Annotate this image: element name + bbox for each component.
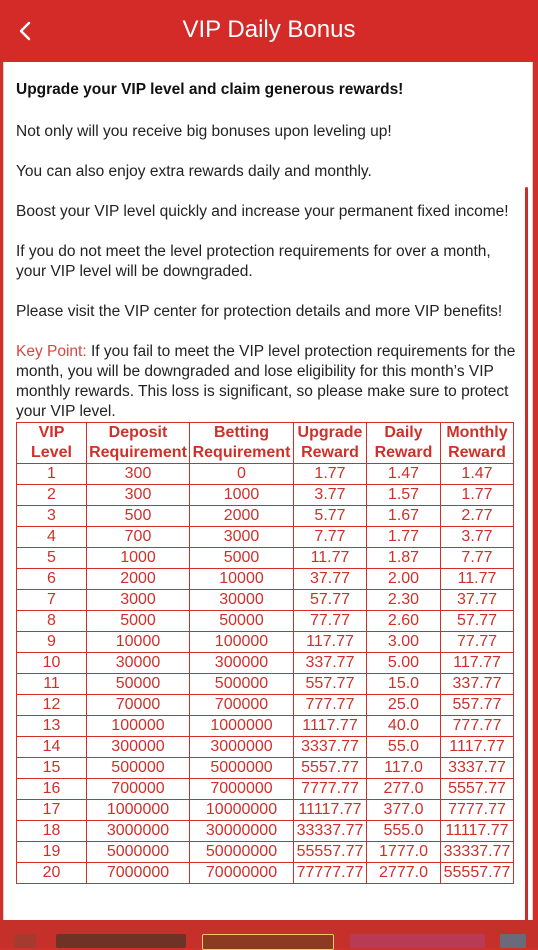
table-cell: 700000	[87, 779, 190, 800]
table-cell: 50000000	[190, 842, 294, 863]
app-header	[0, 0, 538, 62]
table-cell: 777.77	[441, 716, 514, 737]
table-cell: 11	[17, 674, 87, 695]
table-row	[17, 779, 514, 800]
table-cell: 57.77	[441, 611, 514, 632]
table-cell: 500	[87, 506, 190, 527]
intro-headline: Upgrade your VIP level and claim generous rewards!	[16, 81, 404, 98]
table-cell: 3.00	[367, 632, 441, 653]
intro-paragraph: You can also enjoy extra rewards daily and monthly.	[16, 163, 372, 180]
table-cell: 1.67	[367, 506, 441, 527]
table-cell: 30000000	[190, 821, 294, 842]
table-cell: 77.77	[441, 632, 514, 653]
table-cell: 3000000	[190, 737, 294, 758]
table-cell: 1777.0	[367, 842, 441, 863]
table-cell: 37.77	[294, 569, 367, 590]
table-cell: 500000	[190, 674, 294, 695]
table-cell: 6	[17, 569, 87, 590]
table-row	[17, 863, 514, 884]
table-row	[17, 611, 514, 632]
key-point-text: If you fail to meet the VIP level protection requirements for the month, you will be downgraded and lose eligibility for this month’s VIP monthly rewards. This loss is significant, so please make sure to protect your VIP level.	[16, 343, 516, 420]
table-cell: 5.77	[294, 506, 367, 527]
key-point-note	[16, 342, 526, 422]
table-cell: 1.77	[367, 527, 441, 548]
table-row	[17, 653, 514, 674]
banner-thumbnail[interactable]	[56, 934, 186, 948]
table-cell: 40.0	[367, 716, 441, 737]
key-point-label: Key Point:	[16, 343, 87, 360]
table-cell: 1.47	[441, 464, 514, 485]
banner-thumbnail[interactable]	[14, 934, 36, 948]
table-row	[17, 485, 514, 506]
table-header-row	[17, 423, 514, 464]
table-cell: 77.77	[294, 611, 367, 632]
column-header: VIP Level	[17, 423, 87, 464]
table-cell: 10	[17, 653, 87, 674]
table-cell: 5557.77	[294, 758, 367, 779]
table-cell: 55557.77	[294, 842, 367, 863]
table-cell: 5000	[190, 548, 294, 569]
table-cell: 30000	[190, 590, 294, 611]
table-cell: 1000000	[87, 800, 190, 821]
intro-paragraph: Not only will you receive big bonuses upon leveling up!	[16, 123, 392, 140]
table-cell: 20	[17, 863, 87, 884]
table-cell: 2.30	[367, 590, 441, 611]
table-cell: 14	[17, 737, 87, 758]
table-cell: 117.77	[441, 653, 514, 674]
table-row	[17, 569, 514, 590]
table-cell: 300000	[190, 653, 294, 674]
table-cell: 11117.77	[441, 821, 514, 842]
table-cell: 4	[17, 527, 87, 548]
table-cell: 7777.77	[294, 779, 367, 800]
table-cell: 1.77	[294, 464, 367, 485]
table-cell: 2.60	[367, 611, 441, 632]
table-cell: 2777.0	[367, 863, 441, 884]
table-cell: 300	[87, 464, 190, 485]
table-cell: 337.77	[294, 653, 367, 674]
table-cell: 1117.77	[294, 716, 367, 737]
intro-paragraph: Boost your VIP level quickly and increase your permanent fixed income!	[16, 203, 509, 220]
table-cell: 3	[17, 506, 87, 527]
table-cell: 16	[17, 779, 87, 800]
table-cell: 1.57	[367, 485, 441, 506]
column-header: Upgrade Reward	[294, 423, 367, 464]
table-cell: 10000000	[190, 800, 294, 821]
scrollbar[interactable]	[525, 187, 528, 920]
table-cell: 10000	[190, 569, 294, 590]
table-cell: 557.77	[294, 674, 367, 695]
table-cell: 100000	[87, 716, 190, 737]
vip-level-table	[16, 422, 514, 884]
column-header: Deposit Requirement	[87, 423, 190, 464]
table-cell: 50000	[190, 611, 294, 632]
table-cell: 5.00	[367, 653, 441, 674]
table-cell: 8	[17, 611, 87, 632]
table-cell: 117.0	[367, 758, 441, 779]
table-cell: 555.0	[367, 821, 441, 842]
content-panel[interactable]	[3, 62, 533, 920]
table-cell: 1.47	[367, 464, 441, 485]
table-cell: 5	[17, 548, 87, 569]
table-cell: 33337.77	[441, 842, 514, 863]
table-cell: 3.77	[294, 485, 367, 506]
table-row	[17, 464, 514, 485]
table-cell: 11.77	[441, 569, 514, 590]
table-row	[17, 821, 514, 842]
table-cell: 50000	[87, 674, 190, 695]
table-cell: 557.77	[441, 695, 514, 716]
table-cell: 37.77	[441, 590, 514, 611]
table-cell: 337.77	[441, 674, 514, 695]
table-cell: 25.0	[367, 695, 441, 716]
table-cell: 5000000	[87, 842, 190, 863]
table-cell: 30000	[87, 653, 190, 674]
table-row	[17, 548, 514, 569]
table-cell: 100000	[190, 632, 294, 653]
table-cell: 3000	[190, 527, 294, 548]
bottom-banner-strip	[0, 920, 538, 948]
table-body	[17, 464, 514, 884]
table-row	[17, 695, 514, 716]
page-title: VIP Daily Bonus	[182, 16, 356, 43]
table-cell: 3337.77	[441, 758, 514, 779]
table-cell: 77777.77	[294, 863, 367, 884]
table-cell: 57.77	[294, 590, 367, 611]
table-cell: 1000	[190, 485, 294, 506]
banner-thumbnail[interactable]	[350, 934, 485, 948]
table-cell: 33337.77	[294, 821, 367, 842]
intro-paragraph: If you do not meet the level protection requirements for over a month, your VIP level will be downgraded.	[16, 243, 491, 280]
table-cell: 277.0	[367, 779, 441, 800]
table-cell: 9	[17, 632, 87, 653]
table-cell: 1000	[87, 548, 190, 569]
table-cell: 377.0	[367, 800, 441, 821]
table-cell: 300	[87, 485, 190, 506]
table-cell: 10000	[87, 632, 190, 653]
intro-paragraph: Please visit the VIP center for protection details and more VIP benefits!	[16, 303, 503, 320]
table-cell: 55.0	[367, 737, 441, 758]
table-row	[17, 716, 514, 737]
table-cell: 1000000	[190, 716, 294, 737]
table-cell: 2.00	[367, 569, 441, 590]
table-cell: 1117.77	[441, 737, 514, 758]
table-cell: 3000	[87, 590, 190, 611]
table-row	[17, 506, 514, 527]
table-row	[17, 842, 514, 863]
table-row	[17, 674, 514, 695]
table-cell: 7000000	[190, 779, 294, 800]
table-cell: 777.77	[294, 695, 367, 716]
table-cell: 700000	[190, 695, 294, 716]
table-row	[17, 632, 514, 653]
table-row	[17, 758, 514, 779]
table-row	[17, 590, 514, 611]
table-cell: 3000000	[87, 821, 190, 842]
table-cell: 300000	[87, 737, 190, 758]
table-cell: 1.87	[367, 548, 441, 569]
table-cell: 70000000	[190, 863, 294, 884]
column-header: Monthly Reward	[441, 423, 514, 464]
table-cell: 15	[17, 758, 87, 779]
column-header: Daily Reward	[367, 423, 441, 464]
table-row	[17, 800, 514, 821]
table-cell: 2000	[87, 569, 190, 590]
table-cell: 15.0	[367, 674, 441, 695]
table-cell: 11.77	[294, 548, 367, 569]
table-cell: 2.77	[441, 506, 514, 527]
table-cell: 5000000	[190, 758, 294, 779]
table-cell: 19	[17, 842, 87, 863]
table-cell: 55557.77	[441, 863, 514, 884]
table-cell: 7777.77	[441, 800, 514, 821]
table-cell: 117.77	[294, 632, 367, 653]
table-cell: 1	[17, 464, 87, 485]
table-cell: 500000	[87, 758, 190, 779]
table-row	[17, 527, 514, 548]
table-cell: 5557.77	[441, 779, 514, 800]
table-cell: 17	[17, 800, 87, 821]
table-cell: 7.77	[294, 527, 367, 548]
table-cell: 7	[17, 590, 87, 611]
banner-thumbnail[interactable]	[500, 934, 526, 948]
table-cell: 3337.77	[294, 737, 367, 758]
table-cell: 7.77	[441, 548, 514, 569]
table-cell: 1.77	[441, 485, 514, 506]
column-header: Betting Requirement	[190, 423, 294, 464]
table-cell: 2000	[190, 506, 294, 527]
table-cell: 18	[17, 821, 87, 842]
table-row	[17, 737, 514, 758]
table-cell: 5000	[87, 611, 190, 632]
table-cell: 12	[17, 695, 87, 716]
table-cell: 70000	[87, 695, 190, 716]
table-cell: 0	[190, 464, 294, 485]
table-cell: 13	[17, 716, 87, 737]
table-cell: 700	[87, 527, 190, 548]
table-cell: 7000000	[87, 863, 190, 884]
table-cell: 3.77	[441, 527, 514, 548]
table-cell: 2	[17, 485, 87, 506]
table-cell: 11117.77	[294, 800, 367, 821]
